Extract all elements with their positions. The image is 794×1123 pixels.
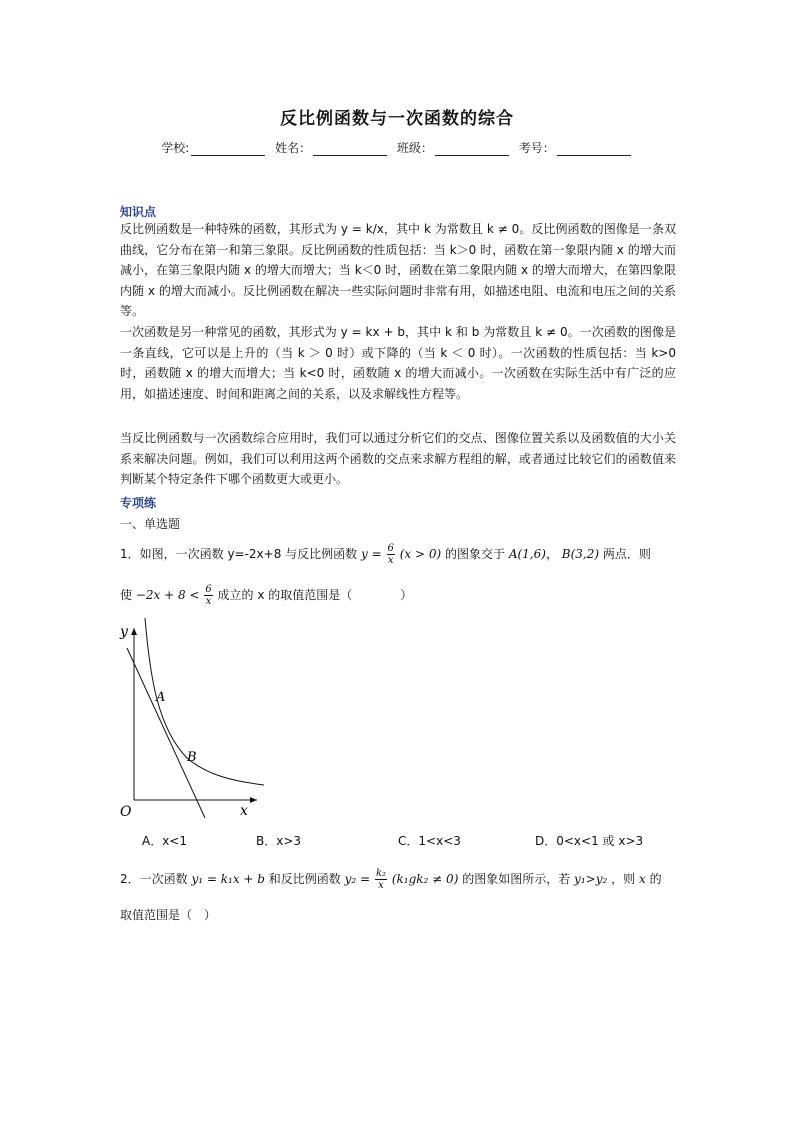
q1-ineq-fraction-num: 6 <box>205 584 212 595</box>
q2-inverse-lhs: y₂ = <box>344 872 371 886</box>
q1-func-cond: (x > 0) <box>399 547 442 561</box>
q2-text-e: 的 <box>649 872 662 886</box>
q1-fraction-num: 6 <box>387 543 394 554</box>
school-blank[interactable] <box>191 143 265 156</box>
q2-text-d: ，则 <box>611 872 636 886</box>
q1-func-lhs: y = <box>361 547 382 561</box>
q2-linear-func: y₁ = k₁x + b <box>191 872 265 886</box>
q2-fraction-num: k₂ <box>375 868 387 879</box>
q1-function-graph <box>112 618 272 823</box>
x-axis-arrow-icon <box>250 797 257 803</box>
knowledge-paragraph-3: 当反比例函数与一次函数综合应用时，我们可以通过分析它们的交点、图像位置关系以及函数值的大小关系来解决问题。例如，我们可以利用这两个函数的交点来求解方程组的解，或者通过比较它们的函数值来判断某个特定条件下哪个函数更大或更小。 <box>120 431 676 486</box>
q2-text-a: 2．一次函数 <box>120 872 188 886</box>
option-a[interactable]: A．x<1 <box>142 834 188 848</box>
q2-fraction-den: x <box>378 880 384 891</box>
question-2-line-2: 取值范围是（ ） <box>120 908 217 922</box>
student-info-row <box>0 139 794 156</box>
q1-point-b: B(3,2) <box>561 547 600 561</box>
y-axis-arrow-icon <box>131 628 137 635</box>
question-1-line-2 <box>120 584 412 607</box>
option-b[interactable]: B．x>3 <box>256 834 302 848</box>
page-title: 反比例函数与一次函数的综合 <box>280 109 514 129</box>
q2-text-b: 和反比例函数 <box>268 872 341 886</box>
exam-no-blank[interactable] <box>557 143 631 156</box>
practice-heading: 专项练 <box>120 496 157 510</box>
linear-function-line <box>127 648 205 818</box>
option-c[interactable]: C．1<x<3 <box>398 834 461 848</box>
q2-text-c: 的图象如图所示，若 <box>462 872 571 886</box>
q1-text-a: 1．如图，一次函数 y=-2x+8 与反比例函数 <box>120 547 358 561</box>
point-a-label: A <box>156 690 166 705</box>
x-axis-label: x <box>240 803 248 819</box>
question-2-line-1 <box>120 868 662 891</box>
origin-label: O <box>120 804 132 820</box>
knowledge-heading: 知识点 <box>120 205 157 219</box>
q1-ineq-fraction-den: x <box>205 596 212 607</box>
q2-inequality: y₁>y₂ <box>574 872 608 886</box>
q1-inequality: −2x + 8 < <box>135 588 200 602</box>
class-label: 班级： <box>396 141 433 155</box>
q1-ineq-fraction <box>204 584 212 607</box>
class-blank[interactable] <box>435 143 509 156</box>
q1-fraction-den: x <box>387 555 394 566</box>
q2-fraction <box>375 868 387 891</box>
school-label: 学校: <box>161 141 190 155</box>
knowledge-paragraph-2: 一次函数是另一种常见的函数，其形式为 y = kx + b，其中 k 和 b 为常数且 k ≠ 0。一次函数的图像是一条直线，它可以是上升的（当 k ＞ 0 时）或下降的（当 k ＜ 0 时）。一次函数的性质包括：当 k>0 时，函数随 x 的增大而增大；当 k<0 时，函数随 x 的增大而减小。一次函数在实际生活中有广泛的应用，如描述速度、时间和距离之间的关系，以及求解线性方程等。 <box>120 325 676 401</box>
name-blank[interactable] <box>313 143 387 156</box>
q1-text-c: 两点．则 <box>602 547 651 561</box>
option-d[interactable]: D．0<x<1 或 x>3 <box>535 834 644 848</box>
q1-text-b: 的图象交于 <box>444 547 505 561</box>
q1-point-a: A(1,6) <box>508 547 546 561</box>
name-label: 姓名： <box>275 141 312 155</box>
point-b-label: B <box>187 750 197 765</box>
q2-condition: (k₁gk₂ ≠ 0) <box>391 872 459 886</box>
knowledge-paragraph-1: 反比例函数是一种特殊的函数，其形式为 y = k/x，其中 k 为常数且 k ≠ 0。反比例函数的图像是一条双曲线，它分布在第一和第三象限。反比例函数的性质包括：当 k＞0 时，函数在第一象限内随 x 的增大而减小，在第三象限内随 x 的增大而增大；当 k＜0 时，函数在第二象限内随 x 的增大而增大，在第四象限内随 x 的增大而减小。反比例函数在解决一些实际问题时非常有用，如描述电阻、电流和电压之间的关系等。 <box>120 222 676 318</box>
q2-variable-x: x <box>638 872 646 886</box>
q1-line2-b: 成立的 x 的取值范围是（ ） <box>217 588 413 602</box>
question-1-line-1: 1．如图，一次函数 y=-2x+8 与反比例函数 y = $\frac{6}{x}$ (x > 0) 的图象交于 A(1,6)， B(3,2) 两点．则 <box>120 543 651 566</box>
y-axis-label: y <box>120 624 128 640</box>
q1-line2-a: 使 <box>120 588 133 602</box>
exam-no-label: 考号： <box>518 141 555 155</box>
q1-fraction <box>387 543 395 566</box>
section-one-heading: 一、单选题 <box>120 517 181 531</box>
